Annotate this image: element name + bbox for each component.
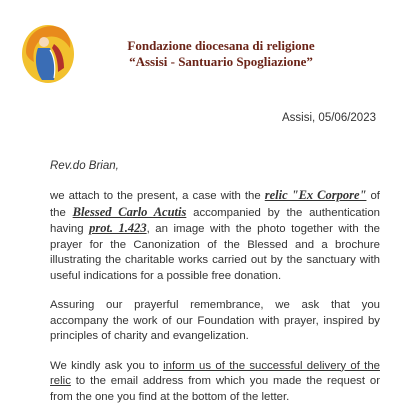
foundation-logo bbox=[20, 22, 76, 84]
letter-date: Assisi, 05/06/2023 bbox=[282, 112, 376, 124]
p1-text-3: accompanied by the authentication having bbox=[50, 206, 380, 235]
letter-body bbox=[50, 188, 380, 419]
p1-text-4: , an image with the photo together with the prayer for the Canonization of the Blessed and a brochure illustrating the charitable works carried out by the sanctuary with useful indications for a possible free donation. bbox=[50, 223, 380, 282]
paragraph-2: Assuring our prayerful remembrance, we ask that you accompany the work of our Foundation with prayer, inspired by principles of charity and evangelization. bbox=[50, 299, 380, 342]
foundation-line-1: Fondazione diocesana di religione bbox=[127, 38, 315, 53]
paragraph-3 bbox=[50, 359, 380, 406]
p3-text-2: to the email address from which you made the request or from the one you find at the bottom of the letter. bbox=[50, 375, 380, 403]
p3-text-1: We kindly ask you to bbox=[50, 359, 164, 372]
protocol-number: prot. 1.423 bbox=[89, 221, 147, 235]
delivery-request: inform us of the successful delivery of the relic bbox=[50, 359, 380, 387]
foundation-name bbox=[96, 38, 346, 70]
salutation: Rev.do Brian, bbox=[50, 160, 119, 172]
paragraph-1 bbox=[50, 188, 380, 284]
p1-text-1: we attach to the present, a case with the bbox=[50, 190, 265, 202]
p1-text-2: of the bbox=[50, 190, 380, 219]
foundation-line-2: “Assisi - Santuario Spogliazione” bbox=[129, 54, 313, 69]
blessed-name: Blessed Carlo Acutis bbox=[72, 204, 187, 219]
relic-name: relic "Ex Corpore" bbox=[264, 188, 367, 202]
